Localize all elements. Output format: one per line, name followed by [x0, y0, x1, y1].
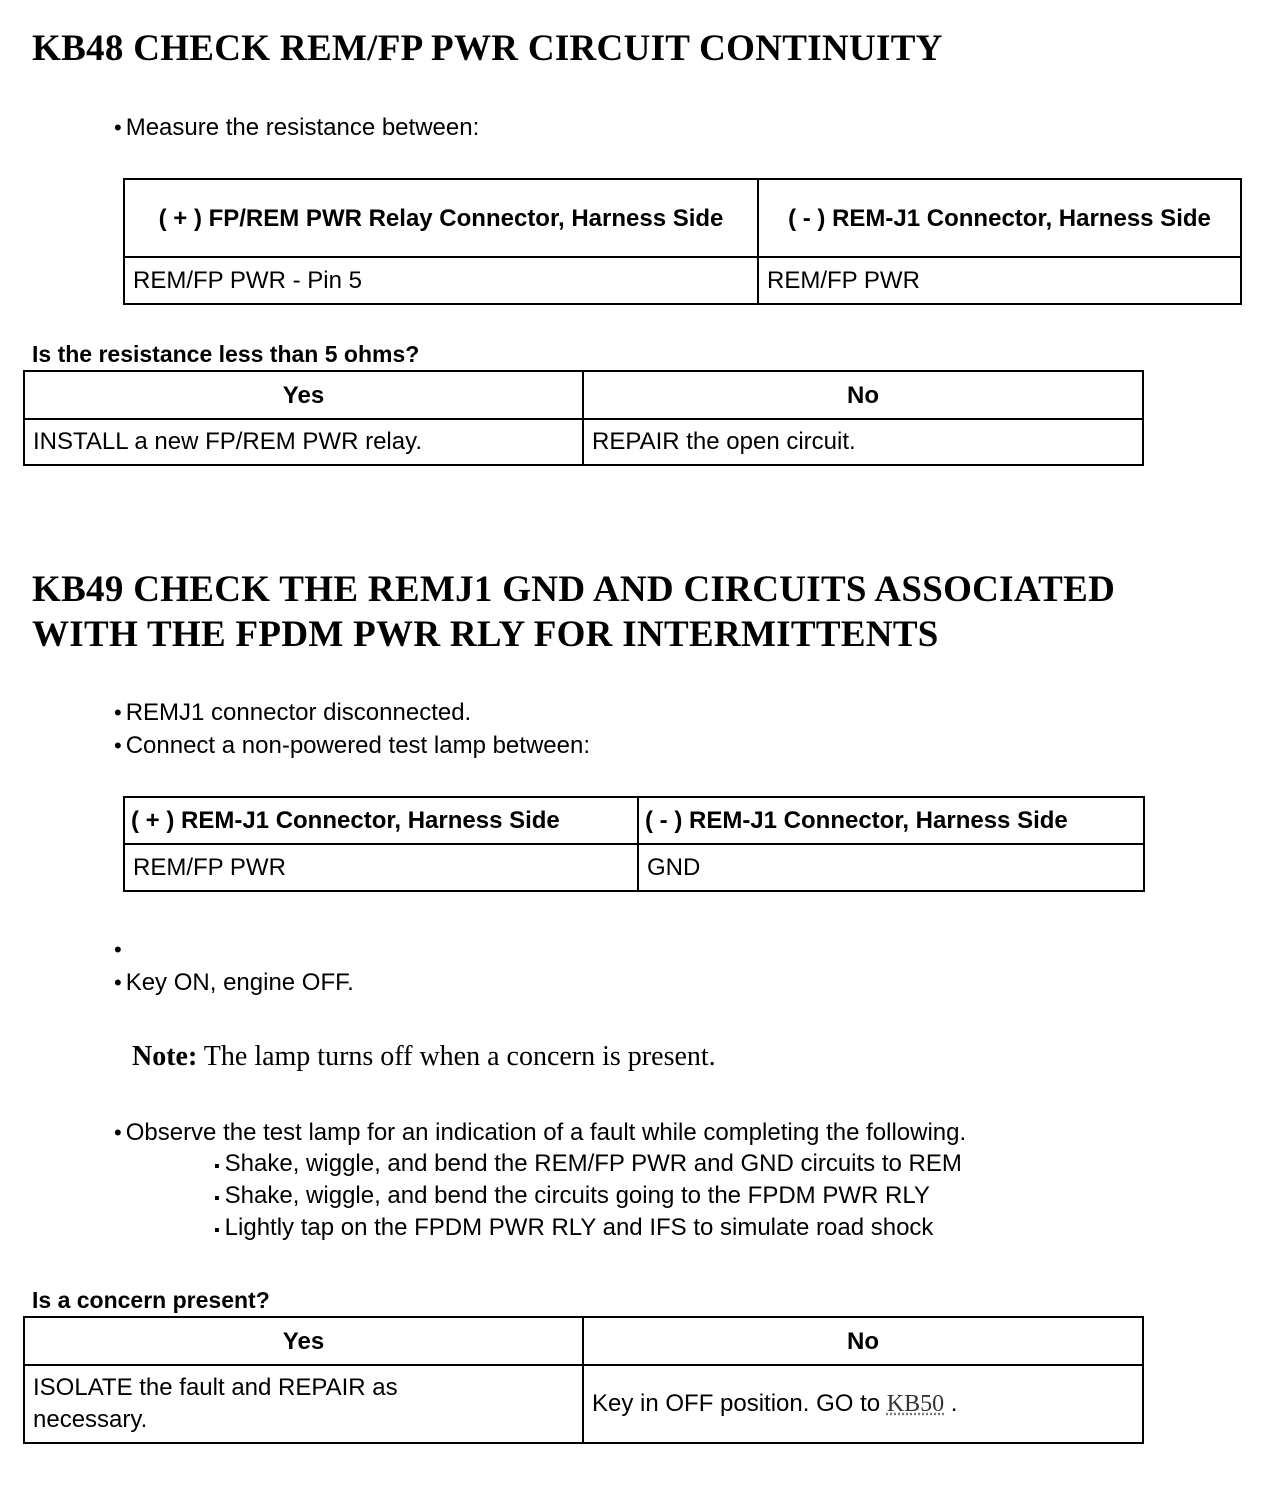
kb49-title-line2: WITH THE FPDM PWR RLY FOR INTERMITTENTS: [32, 614, 939, 655]
kb50-link[interactable]: KB50: [886, 1391, 945, 1417]
kb49-answer-no-header: No: [583, 1317, 1143, 1365]
kb48-bullet-list: [114, 111, 479, 144]
table-row: [124, 257, 1241, 304]
kb49-answer-no-cell: [583, 1365, 1143, 1443]
table-row: [24, 1365, 1143, 1443]
kb49-note-label: Note:: [132, 1041, 198, 1072]
kb49-bullet-observe: • Observe the test lamp for an indication of a fault while completing the following.: [114, 1116, 966, 1149]
kb48-answer-header-row: [24, 371, 1143, 419]
kb48-answer-table: [23, 370, 1144, 466]
kb49-note: [132, 1038, 716, 1076]
kb49-lamp-cell-positive: REM/FP PWR: [124, 844, 638, 891]
kb49-sub-step-list: [214, 1148, 962, 1244]
kb48-bullet-measure: • Measure the resistance between:: [114, 111, 479, 144]
kb49-sub-step-tap: ▪ Lightly tap on the FPDM PWR RLY and IFS to simulate road shock: [214, 1212, 962, 1244]
kb49-lamp-header-negative: ( - ) REM-J1 Connector, Harness Side: [638, 797, 1144, 844]
kb48-measure-header-positive: ( + ) FP/REM PWR Relay Connector, Harness Side: [124, 179, 758, 257]
kb49-title-line1: KB49 CHECK THE REMJ1 GND AND CIRCUITS ASSOCIATED: [32, 569, 1116, 610]
kb48-question: Is the resistance less than 5 ohms?: [32, 341, 420, 367]
kb49-step-key-on: • Key ON, engine OFF.: [114, 966, 354, 999]
kb48-answer-no-header: No: [583, 371, 1143, 419]
kb49-lamp-cell-negative: GND: [638, 844, 1144, 891]
kb49-bullet-disconnected: • REMJ1 connector disconnected.: [114, 696, 590, 729]
kb48-measure-cell-negative: REM/FP PWR: [758, 257, 1241, 304]
kb49-answer-yes-text: ISOLATE the fault and REPAIR as necessary.: [24, 1365, 583, 1443]
kb48-answer-yes-text: INSTALL a new FP/REM PWR relay.: [24, 419, 583, 465]
kb49-lamp-header-positive: ( + ) REM-J1 Connector, Harness Side: [124, 797, 638, 844]
kb49-answer-no-suffix: .: [944, 1390, 958, 1417]
kb48-answer-yes-header: Yes: [24, 371, 583, 419]
kb49-step-list: [114, 933, 354, 999]
kb48-measure-cell-positive: REM/FP PWR - Pin 5: [124, 257, 758, 304]
kb48-title: KB48 CHECK REM/FP PWR CIRCUIT CONTINUITY: [32, 28, 943, 69]
kb49-sub-step-shake-rly: ▪ Shake, wiggle, and bend the circuits going to the FPDM PWR RLY: [214, 1180, 962, 1212]
kb49-sub-step-shake-rem: ▪ Shake, wiggle, and bend the REM/FP PWR and GND circuits to REM: [214, 1148, 962, 1180]
kb49-bullet-list: [114, 696, 590, 762]
kb49-step-empty: [114, 933, 354, 966]
kb49-answer-header-row: [24, 1317, 1143, 1365]
kb49-answer-yes-header: Yes: [24, 1317, 583, 1365]
kb48-measure-header-row: [124, 179, 1241, 257]
table-row: [124, 844, 1144, 891]
kb49-bullet-connect-lamp: • Connect a non-powered test lamp between:: [114, 729, 590, 762]
kb49-note-text: The lamp turns off when a concern is present.: [197, 1041, 716, 1072]
kb48-measure-table: [123, 178, 1242, 305]
kb49-title: [32, 567, 1115, 657]
table-row: [24, 419, 1143, 465]
kb49-answer-table: [23, 1316, 1144, 1444]
kb49-question: Is a concern present?: [32, 1287, 270, 1313]
kb49-lamp-table: [123, 796, 1145, 892]
kb49-observe-list: [114, 1116, 966, 1149]
kb49-answer-no-prefix: Key in OFF position. GO to: [592, 1390, 887, 1417]
kb48-answer-no-text: REPAIR the open circuit.: [583, 419, 1143, 465]
kb49-lamp-header-row: [124, 797, 1144, 844]
kb48-measure-header-negative: ( - ) REM-J1 Connector, Harness Side: [758, 179, 1241, 257]
